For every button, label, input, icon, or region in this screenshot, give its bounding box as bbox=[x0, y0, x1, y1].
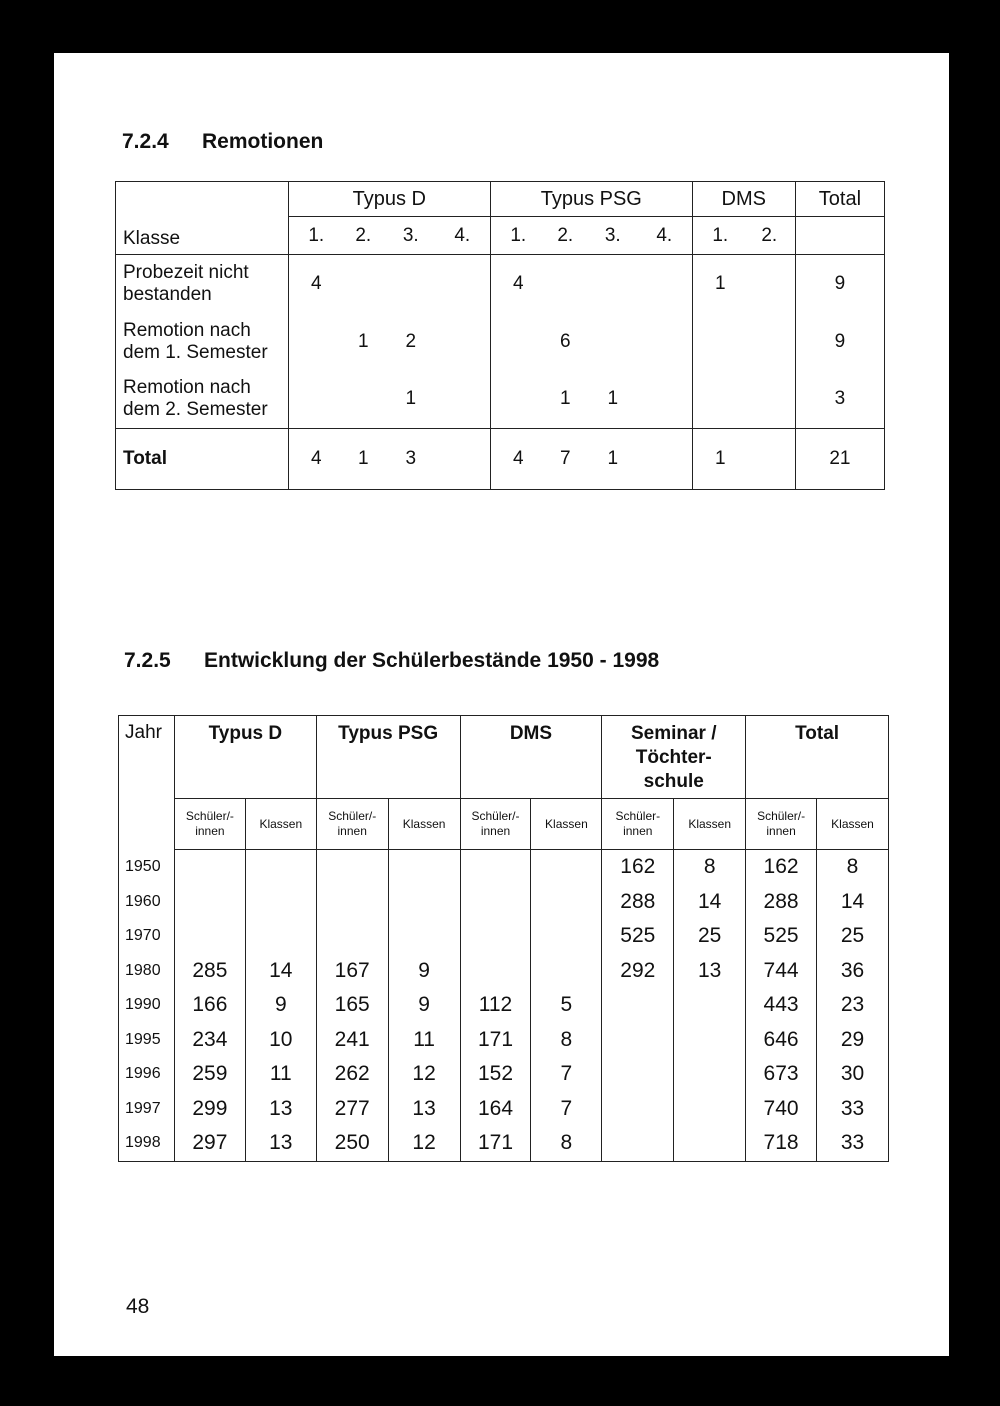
value-cell-t-k: 23 bbox=[817, 988, 889, 1023]
typus-d-totals bbox=[288, 429, 490, 490]
total-value: 9 bbox=[795, 313, 884, 371]
total-value: 9 bbox=[795, 255, 884, 313]
value-cell-s-k bbox=[674, 988, 746, 1023]
value-cell-s-s: 288 bbox=[602, 885, 674, 920]
typus-psg-total-cell: 7 bbox=[559, 448, 571, 469]
table-row bbox=[119, 1023, 889, 1058]
table-row bbox=[116, 371, 885, 429]
typus-d-total-cell: 1 bbox=[357, 448, 369, 469]
dms-values bbox=[692, 255, 795, 313]
value-cell-s-k bbox=[674, 1092, 746, 1127]
subheader-row bbox=[119, 799, 889, 850]
typus-psg-total-cell: 1 bbox=[607, 448, 619, 469]
sub-label-line-2: innen bbox=[337, 824, 367, 838]
sub-typus-d-cell: 2. bbox=[355, 224, 372, 246]
typus-psg-values bbox=[490, 371, 692, 429]
group-header-dms: DMS bbox=[692, 182, 795, 217]
value-cell-p-k: 9 bbox=[388, 954, 460, 989]
sub-label-line-1: Schüler/- bbox=[185, 809, 234, 823]
value-cell-s-k bbox=[674, 1023, 746, 1058]
schuelerbestaende-table bbox=[118, 715, 889, 1162]
value-cell-t-k: 29 bbox=[817, 1023, 889, 1058]
table-row bbox=[119, 850, 889, 885]
sub-label-line-1: Schüler- bbox=[615, 809, 661, 823]
value-cell-s-s bbox=[602, 1126, 674, 1161]
value-cell-d-k: 14 bbox=[245, 954, 316, 989]
value-cell-p-k: 12 bbox=[388, 1126, 460, 1161]
value-cell-d-s bbox=[174, 885, 245, 920]
year-cell: 1997 bbox=[119, 1092, 175, 1127]
table-row bbox=[119, 919, 889, 954]
seminar-line-1: Seminar / bbox=[630, 723, 717, 744]
total-row bbox=[116, 429, 885, 490]
sub-typus-psg-klassen: Klassen bbox=[388, 799, 460, 850]
value-cell-d-k: 9 bbox=[245, 988, 316, 1023]
row-label-line-1: Remotion nach bbox=[123, 319, 251, 341]
value-cell-s-k bbox=[674, 1126, 746, 1161]
section-number: 7.2.5 bbox=[124, 649, 171, 672]
group-header-total: Total bbox=[795, 182, 884, 217]
value-cell-m-k: 7 bbox=[531, 1057, 602, 1092]
value-cell-s-k: 13 bbox=[674, 954, 746, 989]
sub-dms-schueler bbox=[460, 799, 531, 850]
dms-totals bbox=[692, 429, 795, 490]
year-cell: 1990 bbox=[119, 988, 175, 1023]
typus-d-cell: 2 bbox=[405, 330, 417, 352]
value-cell-d-k: 13 bbox=[245, 1092, 316, 1127]
value-cell-p-s: 165 bbox=[316, 988, 388, 1023]
group-header-seminar bbox=[602, 716, 746, 799]
sub-typus-d bbox=[288, 217, 490, 255]
typus-psg-cell: 1 bbox=[607, 388, 619, 410]
value-cell-d-s: 285 bbox=[174, 954, 245, 989]
value-cell-d-k: 13 bbox=[245, 1126, 316, 1161]
typus-d-cell: 1 bbox=[357, 330, 369, 352]
table-row bbox=[119, 988, 889, 1023]
row-label-line-2: dem 2. Semester bbox=[123, 399, 268, 421]
value-cell-t-s: 718 bbox=[746, 1126, 817, 1161]
sub-total-klassen: Klassen bbox=[817, 799, 889, 850]
value-cell-s-s bbox=[602, 1023, 674, 1058]
group-header-typus-d: Typus D bbox=[288, 182, 490, 217]
value-cell-m-k bbox=[531, 850, 602, 885]
value-cell-d-s: 297 bbox=[174, 1126, 245, 1161]
value-cell-t-k: 33 bbox=[817, 1092, 889, 1127]
value-cell-s-k: 8 bbox=[674, 850, 746, 885]
dms-total-cell: 1 bbox=[714, 448, 726, 469]
row-label bbox=[116, 371, 289, 429]
value-cell-t-s: 744 bbox=[746, 954, 817, 989]
document-page bbox=[54, 53, 949, 1356]
value-cell-t-s: 288 bbox=[746, 885, 817, 920]
table-row bbox=[116, 255, 885, 313]
group-header-dms: DMS bbox=[460, 716, 602, 799]
value-cell-t-s: 443 bbox=[746, 988, 817, 1023]
value-cell-s-s: 292 bbox=[602, 954, 674, 989]
sub-dms bbox=[692, 217, 795, 255]
total-row-label: Total bbox=[116, 429, 289, 490]
sub-typus-psg-schueler bbox=[316, 799, 388, 850]
sub-typus-psg bbox=[490, 217, 692, 255]
value-cell-p-s: 241 bbox=[316, 1023, 388, 1058]
value-cell-p-s: 262 bbox=[316, 1057, 388, 1092]
group-header-typus-psg: Typus PSG bbox=[490, 182, 692, 217]
value-cell-m-k: 8 bbox=[531, 1023, 602, 1058]
value-cell-m-s: 112 bbox=[460, 988, 531, 1023]
row-label bbox=[116, 255, 289, 313]
jahr-header: Jahr bbox=[119, 716, 175, 850]
value-cell-d-s: 299 bbox=[174, 1092, 245, 1127]
sub-typus-d-cell: 4. bbox=[454, 224, 471, 246]
klasse-header: Klasse bbox=[116, 182, 289, 255]
year-cell: 1998 bbox=[119, 1126, 175, 1161]
sub-seminar-klassen: Klassen bbox=[674, 799, 746, 850]
table-row bbox=[116, 313, 885, 371]
value-cell-p-k bbox=[388, 885, 460, 920]
value-cell-s-k bbox=[674, 1057, 746, 1092]
value-cell-m-k: 5 bbox=[531, 988, 602, 1023]
sub-dms-cell: 2. bbox=[761, 224, 778, 246]
sub-total-schueler bbox=[746, 799, 817, 850]
sub-label-line-2: innen bbox=[766, 824, 796, 838]
value-cell-m-s bbox=[460, 885, 531, 920]
row-label bbox=[116, 313, 289, 371]
section-heading-remotionen bbox=[122, 130, 323, 154]
typus-d-total-cell: 3 bbox=[405, 448, 417, 469]
year-cell: 1960 bbox=[119, 885, 175, 920]
year-cell: 1970 bbox=[119, 919, 175, 954]
value-cell-m-k bbox=[531, 954, 602, 989]
value-cell-d-s bbox=[174, 850, 245, 885]
sub-label-line-1: Schüler/- bbox=[757, 809, 806, 823]
value-cell-s-s bbox=[602, 1057, 674, 1092]
value-cell-m-s bbox=[460, 850, 531, 885]
grand-total: 21 bbox=[795, 429, 884, 490]
value-cell-d-s: 234 bbox=[174, 1023, 245, 1058]
table-row bbox=[119, 1092, 889, 1127]
value-cell-m-s: 164 bbox=[460, 1092, 531, 1127]
year-cell: 1996 bbox=[119, 1057, 175, 1092]
value-cell-p-k bbox=[388, 919, 460, 954]
remotionen-table bbox=[115, 181, 885, 490]
sub-dms-klassen: Klassen bbox=[531, 799, 602, 850]
value-cell-p-s: 250 bbox=[316, 1126, 388, 1161]
typus-psg-total-cell: 4 bbox=[512, 448, 524, 469]
value-cell-t-s: 162 bbox=[746, 850, 817, 885]
value-cell-m-k bbox=[531, 919, 602, 954]
value-cell-m-k: 7 bbox=[531, 1092, 602, 1127]
value-cell-m-k bbox=[531, 885, 602, 920]
year-cell: 1980 bbox=[119, 954, 175, 989]
sub-label-line-2: innen bbox=[480, 824, 511, 838]
typus-d-total-cell: 4 bbox=[310, 448, 322, 469]
value-cell-d-s bbox=[174, 919, 245, 954]
typus-psg-cell: 6 bbox=[559, 330, 571, 352]
value-cell-t-k: 14 bbox=[817, 885, 889, 920]
group-header-typus-psg: Typus PSG bbox=[316, 716, 460, 799]
sub-seminar-schueler bbox=[602, 799, 674, 850]
row-label-line-1: Remotion nach bbox=[123, 377, 251, 399]
value-cell-m-s: 152 bbox=[460, 1057, 531, 1092]
typus-d-cell: 1 bbox=[405, 388, 417, 410]
value-cell-s-s bbox=[602, 988, 674, 1023]
value-cell-d-s: 166 bbox=[174, 988, 245, 1023]
sub-typus-psg-cell: 4. bbox=[656, 224, 673, 246]
sub-label-line-1: Schüler/- bbox=[471, 809, 520, 823]
value-cell-p-s bbox=[316, 885, 388, 920]
value-cell-t-k: 8 bbox=[817, 850, 889, 885]
table-row bbox=[119, 954, 889, 989]
group-header-typus-d: Typus D bbox=[174, 716, 316, 799]
section-title: Remotionen bbox=[202, 130, 324, 153]
value-cell-s-s: 162 bbox=[602, 850, 674, 885]
typus-psg-values bbox=[490, 255, 692, 313]
value-cell-s-k: 25 bbox=[674, 919, 746, 954]
value-cell-p-k: 11 bbox=[388, 1023, 460, 1058]
year-cell: 1995 bbox=[119, 1023, 175, 1058]
sub-typus-psg-cell: 3. bbox=[604, 224, 621, 246]
typus-d-cell: 4 bbox=[310, 272, 322, 294]
value-cell-p-k: 9 bbox=[388, 988, 460, 1023]
typus-psg-values bbox=[490, 313, 692, 371]
sub-label-line-1: Schüler/- bbox=[328, 809, 377, 823]
seminar-line-2: Töchter- bbox=[635, 747, 712, 768]
value-cell-p-k: 12 bbox=[388, 1057, 460, 1092]
page-number: 48 bbox=[126, 1295, 150, 1318]
value-cell-d-k: 11 bbox=[245, 1057, 316, 1092]
value-cell-t-s: 646 bbox=[746, 1023, 817, 1058]
value-cell-m-s bbox=[460, 954, 531, 989]
value-cell-d-s: 259 bbox=[174, 1057, 245, 1092]
typus-d-values bbox=[288, 313, 490, 371]
value-cell-p-s: 277 bbox=[316, 1092, 388, 1127]
value-cell-d-k: 10 bbox=[245, 1023, 316, 1058]
typus-psg-totals bbox=[490, 429, 692, 490]
value-cell-s-s: 525 bbox=[602, 919, 674, 954]
value-cell-p-k bbox=[388, 850, 460, 885]
year-cell: 1950 bbox=[119, 850, 175, 885]
sub-typus-d-cell: 3. bbox=[402, 224, 419, 246]
sub-typus-d-cell: 1. bbox=[308, 224, 325, 246]
value-cell-p-k: 13 bbox=[388, 1092, 460, 1127]
sub-label-line-2: innen bbox=[195, 824, 225, 838]
value-cell-t-k: 33 bbox=[817, 1126, 889, 1161]
total-value: 3 bbox=[795, 371, 884, 429]
value-cell-p-s bbox=[316, 850, 388, 885]
value-cell-t-k: 25 bbox=[817, 919, 889, 954]
table-row bbox=[119, 885, 889, 920]
section-heading-schuelerbestaende bbox=[124, 649, 659, 673]
sub-typus-d-schueler bbox=[174, 799, 245, 850]
value-cell-s-s bbox=[602, 1092, 674, 1127]
dms-values bbox=[692, 313, 795, 371]
row-label-line-1: Probezeit nicht bbox=[123, 261, 249, 283]
value-cell-t-s: 673 bbox=[746, 1057, 817, 1092]
table-row bbox=[119, 1126, 889, 1161]
row-label-line-2: bestanden bbox=[123, 283, 212, 305]
sub-dms-cell: 1. bbox=[712, 224, 729, 246]
sub-typus-d-klassen: Klassen bbox=[245, 799, 316, 850]
typus-psg-cell: 4 bbox=[512, 272, 524, 294]
section-title: Entwicklung der Schülerbestände 1950 - 1998 bbox=[204, 649, 660, 672]
sub-total bbox=[795, 217, 884, 255]
value-cell-m-k: 8 bbox=[531, 1126, 602, 1161]
typus-psg-cell: 1 bbox=[559, 388, 571, 410]
value-cell-p-s bbox=[316, 919, 388, 954]
dms-values bbox=[692, 371, 795, 429]
dms-cell: 1 bbox=[714, 272, 726, 294]
value-cell-d-k bbox=[245, 850, 316, 885]
value-cell-m-s: 171 bbox=[460, 1126, 531, 1161]
value-cell-t-s: 525 bbox=[746, 919, 817, 954]
value-cell-m-s: 171 bbox=[460, 1023, 531, 1058]
sub-typus-psg-cell: 2. bbox=[557, 224, 574, 246]
sub-typus-psg-cell: 1. bbox=[510, 224, 527, 246]
value-cell-t-s: 740 bbox=[746, 1092, 817, 1127]
row-label-line-2: dem 1. Semester bbox=[123, 341, 268, 363]
sub-label-line-2: innen bbox=[623, 824, 653, 838]
value-cell-t-k: 36 bbox=[817, 954, 889, 989]
section-number: 7.2.4 bbox=[122, 130, 169, 153]
typus-d-values bbox=[288, 371, 490, 429]
table-row bbox=[119, 1057, 889, 1092]
value-cell-s-k: 14 bbox=[674, 885, 746, 920]
seminar-line-3: schule bbox=[643, 771, 704, 792]
value-cell-m-s bbox=[460, 919, 531, 954]
group-header-total: Total bbox=[746, 716, 889, 799]
value-cell-d-k bbox=[245, 919, 316, 954]
value-cell-t-k: 30 bbox=[817, 1057, 889, 1092]
typus-d-values bbox=[288, 255, 490, 313]
value-cell-p-s: 167 bbox=[316, 954, 388, 989]
value-cell-d-k bbox=[245, 885, 316, 920]
